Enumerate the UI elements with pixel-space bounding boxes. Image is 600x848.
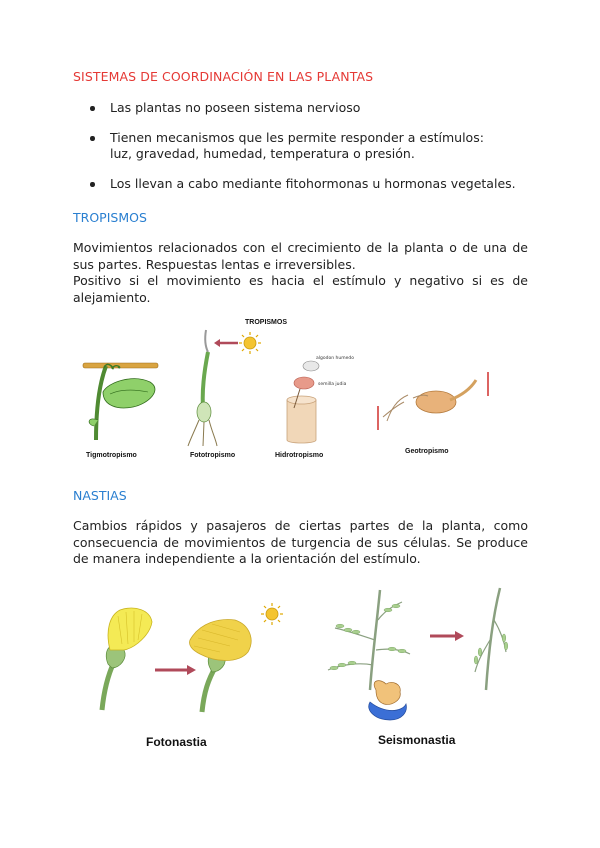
- bullet-item: Tienen mecanismos que les permite responder a estímulos: luz, gravedad, humedad, temperatura o presión.: [90, 130, 540, 162]
- seismonastia-plant-closed: [475, 588, 506, 690]
- tigmotropismo-illustration: [83, 363, 158, 440]
- section-title-tropismos: TROPISMOS: [73, 210, 147, 225]
- label-semilla: semilla judia: [318, 382, 347, 387]
- hand-illustration: [369, 681, 407, 720]
- bullet-item: Las plantas no poseen sistema nervioso: [90, 100, 540, 116]
- fototropismo-illustration: [188, 330, 261, 446]
- fotonastia-closed-flower: [102, 608, 152, 710]
- sun-icon: [266, 608, 278, 620]
- tropismos-paragraph: Movimientos relacionados con el crecimiento de la planta o de una de sus partes. Respuestas lentas e irreversibles. Positivo si el movimiento es hacia el estímulo y negativo si es de alejamiento.: [73, 240, 528, 305]
- label-fotonastia: Fotonastia: [146, 735, 207, 749]
- geotropismo-illustration: [378, 372, 488, 430]
- page-title: SISTEMAS DE COORDINACIÓN EN LAS PLANTAS: [73, 69, 374, 84]
- label-fototropismo: Fototropismo: [190, 452, 236, 459]
- figure-header: TROPISMOS: [245, 319, 288, 326]
- fotonastia-open-flower: [189, 620, 251, 712]
- section-title-nastias: NASTIAS: [73, 488, 127, 503]
- label-hidrotropismo: Hidrotropismo: [275, 452, 324, 459]
- mimosa-leaflets: [330, 604, 406, 670]
- label-seismonastia: Seismonastia: [378, 733, 456, 747]
- nastias-figure: [90, 580, 530, 755]
- bullet-list: [90, 100, 540, 192]
- label-tigmotropismo: Tigmotropismo: [86, 452, 137, 459]
- nastias-paragraph: Cambios rápidos y pasajeros de ciertas partes de la planta, como consecuencia de movimientos de turgencia de sus células. Se produce de manera independiente a la orientación del estímulo.: [73, 518, 528, 566]
- tropismos-figure: [78, 312, 498, 464]
- label-algodon: algodon humedo: [316, 356, 354, 361]
- hidrotropismo-illustration: [287, 355, 354, 443]
- label-geotropismo: Geotropismo: [405, 448, 449, 455]
- bullet-item: Los llevan a cabo mediante fitohormonas u hormonas vegetales.: [90, 176, 540, 192]
